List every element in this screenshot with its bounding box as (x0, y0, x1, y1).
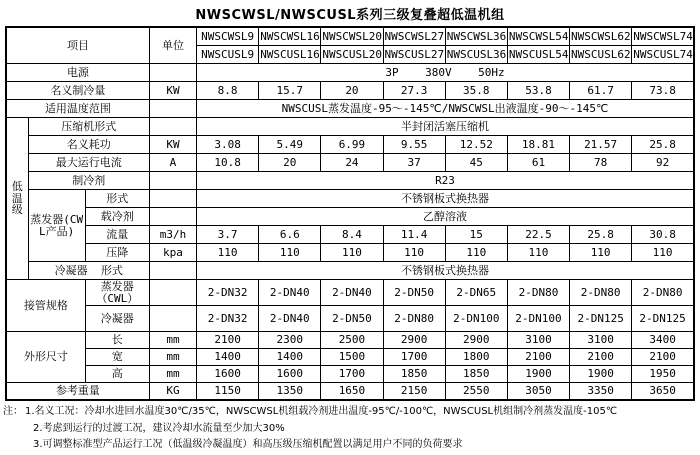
coolant-label: 载冷剂 (85, 208, 149, 226)
value-cell: 2-DN80 (383, 306, 445, 332)
value-cell: 2100 (197, 332, 259, 349)
value-cell: 110 (445, 244, 507, 262)
value-cell: 2100 (570, 349, 632, 366)
footnote-1: 1.名义工况：冷却水进回水温度30℃/35℃，NWSCWSL机组载冷剂进出温度-95℃/-100℃，NWSCUSL机组制冷剂蒸发温度-105℃ (25, 406, 618, 417)
length-label: 长 (85, 332, 149, 349)
value-cell: 110 (632, 244, 694, 262)
unit-cell (149, 190, 196, 208)
value-cell: 53.8 (507, 82, 569, 100)
value-cell: 1650 (321, 383, 383, 401)
value-cell: 1850 (383, 366, 445, 383)
unit-cell: KW (149, 136, 196, 154)
value-cell: 1400 (259, 349, 321, 366)
model-header: NWSCWSL36 (445, 27, 507, 46)
value-cell: 1900 (507, 366, 569, 383)
model-header: NWSCUSL54 (507, 46, 569, 64)
power-label: 电源 (6, 64, 149, 82)
evap-form-row (6, 190, 694, 208)
value-cell: 2300 (259, 332, 321, 349)
model-header: NWSCUSL16 (259, 46, 321, 64)
value-cell: 1950 (632, 366, 694, 383)
page-title: NWSCWSL/NWSCUSL系列三级复叠超低温机组 (195, 8, 505, 23)
value-cell: 73.8 (632, 82, 694, 100)
value-cell: 30.8 (632, 226, 694, 244)
unit-cell: kpa (149, 244, 196, 262)
height-row (6, 366, 694, 383)
model-header: NWSCWSL16 (259, 27, 321, 46)
value-cell: 10.8 (197, 154, 259, 172)
model-header: NWSCUSL27 (383, 46, 445, 64)
cooling-label: 名义制冷量 (6, 82, 149, 100)
refrigerant-label: 制冷剂 (28, 172, 149, 190)
footnote-prefix: 注： (3, 406, 23, 417)
value-cell: 2-DN40 (259, 306, 321, 332)
model-header: NWSCUSL62 (570, 46, 632, 64)
value-cell: 2-DN65 (445, 280, 507, 306)
value-cell: 21.57 (570, 136, 632, 154)
cooling-row (6, 82, 694, 100)
width-row (6, 349, 694, 366)
unit-cell (149, 172, 196, 190)
pipe-cond-label: 冷凝器 (85, 306, 149, 332)
compressor-label: 压缩机形式 (28, 118, 149, 136)
unit-cell: mm (149, 349, 196, 366)
unit-cell (149, 280, 196, 306)
refrigerant-row (6, 172, 694, 190)
value-cell: 1350 (259, 383, 321, 401)
model-header: NWSCWSL62 (570, 27, 632, 46)
value-cell: 18.81 (507, 136, 569, 154)
value-cell: 3400 (632, 332, 694, 349)
value-cell: 20 (259, 154, 321, 172)
value-cell: 1500 (321, 349, 383, 366)
value-cell: 2-DN80 (507, 280, 569, 306)
value-cell: 2100 (507, 349, 569, 366)
footnotes (2, 405, 700, 455)
form-label: 形式 (85, 190, 149, 208)
power-value: 3P 380V 50Hz (197, 64, 694, 82)
refrigerant-value: R23 (197, 172, 694, 190)
value-cell: 2-DN32 (197, 306, 259, 332)
value-cell: 3.7 (197, 226, 259, 244)
temp-range-row (6, 100, 694, 118)
value-cell: 1150 (197, 383, 259, 401)
power-input-row (6, 136, 694, 154)
value-cell: 2-DN125 (632, 306, 694, 332)
unit-cell: mm (149, 366, 196, 383)
model-header: NWSCWSL27 (383, 27, 445, 46)
value-cell: 3050 (507, 383, 569, 401)
weight-label: 参考重量 (6, 383, 149, 401)
unit-cell: KW (149, 82, 196, 100)
value-cell: 110 (507, 244, 569, 262)
value-cell: 110 (321, 244, 383, 262)
page (0, 4, 700, 450)
unit-cell: A (149, 154, 196, 172)
power-input-label: 名义耗功 (28, 136, 149, 154)
value-cell: 78 (570, 154, 632, 172)
value-cell: 37 (383, 154, 445, 172)
pipe-evap-label: 蒸发器（CWL） (85, 280, 149, 306)
value-cell: 2900 (383, 332, 445, 349)
model-header: NWSCUSL9 (197, 46, 259, 64)
height-label: 高 (85, 366, 149, 383)
value-cell: 2150 (383, 383, 445, 401)
unit-cell: KG (149, 383, 196, 401)
value-cell: 15.7 (259, 82, 321, 100)
value-cell: 35.8 (445, 82, 507, 100)
condenser-form-label: 冷凝器 形式 (28, 262, 149, 280)
value-cell: 1700 (321, 366, 383, 383)
model-header: NWSCWSL9 (197, 27, 259, 46)
coolant-row (6, 208, 694, 226)
compressor-value: 半封闭活塞压缩机 (197, 118, 694, 136)
temp-range-label: 适用温度范围 (6, 100, 149, 118)
temp-range-value: NWSCUSL蒸发温度-95～-145℃/NWSCWSL出液温度-90～-145℃ (197, 100, 694, 118)
model-header: NWSCUSL36 (445, 46, 507, 64)
value-cell: 15 (445, 226, 507, 244)
flow-row (6, 226, 694, 244)
header-item: 项目 (6, 27, 149, 64)
value-cell: 110 (383, 244, 445, 262)
model-header: NWSCUSL20 (321, 46, 383, 64)
value-cell: 2-DN100 (507, 306, 569, 332)
unit-cell (149, 100, 196, 118)
value-cell: 22.5 (507, 226, 569, 244)
value-cell: 3.08 (197, 136, 259, 154)
value-cell: 8.4 (321, 226, 383, 244)
pressure-row (6, 244, 694, 262)
footnote-3: 3.可调整标准型产品运行工况（低温级冷凝温度）和高压级压缩机配置以满足用户不同的负荷要求 (33, 439, 463, 450)
value-cell: 2-DN80 (632, 280, 694, 306)
value-cell: 6.6 (259, 226, 321, 244)
value-cell: 25.8 (632, 136, 694, 154)
unit-cell (149, 208, 196, 226)
value-cell: 45 (445, 154, 507, 172)
current-label: 最大运行电流 (28, 154, 149, 172)
value-cell: 110 (197, 244, 259, 262)
value-cell: 3350 (570, 383, 632, 401)
compressor-row (6, 118, 694, 136)
value-cell: 20 (321, 82, 383, 100)
value-cell: 5.49 (259, 136, 321, 154)
condenser-form-value: 不锈钢板式换热器 (197, 262, 694, 280)
value-cell: 2550 (445, 383, 507, 401)
value-cell: 2-DN50 (321, 306, 383, 332)
stage-label: 低温级 (6, 118, 28, 280)
value-cell: 2-DN50 (383, 280, 445, 306)
value-cell: 2900 (445, 332, 507, 349)
footnote-2: 2.考虑到运行的过渡工况，建议冷却水流量至少加大30% (33, 422, 285, 434)
value-cell: 11.4 (383, 226, 445, 244)
evaporator-group-label: 蒸发器(CWL产品) (28, 190, 85, 262)
width-label: 宽 (85, 349, 149, 366)
unit-cell: m3/h (149, 226, 196, 244)
value-cell: 2-DN80 (570, 280, 632, 306)
unit-cell (149, 118, 196, 136)
spec-table (5, 26, 695, 401)
power-row (6, 64, 694, 82)
pipe-evap-row (6, 280, 694, 306)
header-row-1 (6, 27, 694, 46)
value-cell: 9.55 (383, 136, 445, 154)
pipe-cond-row (6, 306, 694, 332)
value-cell: 61.7 (570, 82, 632, 100)
value-cell: 110 (570, 244, 632, 262)
model-header: NWSCWSL74 (632, 27, 694, 46)
pipe-spec-label: 接管规格 (6, 280, 85, 332)
value-cell: 1850 (445, 366, 507, 383)
value-cell: 2-DN40 (321, 280, 383, 306)
value-cell: 3100 (507, 332, 569, 349)
value-cell: 1900 (570, 366, 632, 383)
value-cell: 1600 (197, 366, 259, 383)
value-cell: 2-DN40 (259, 280, 321, 306)
value-cell: 2-DN32 (197, 280, 259, 306)
value-cell: 8.8 (197, 82, 259, 100)
pressure-label: 压降 (85, 244, 149, 262)
value-cell: 1400 (197, 349, 259, 366)
unit-cell: mm (149, 332, 196, 349)
value-cell: 61 (507, 154, 569, 172)
flow-label: 流量 (85, 226, 149, 244)
value-cell: 12.52 (445, 136, 507, 154)
value-cell: 2-DN100 (445, 306, 507, 332)
model-header: NWSCWSL20 (321, 27, 383, 46)
length-row (6, 332, 694, 349)
value-cell: 92 (632, 154, 694, 172)
value-cell: 6.99 (321, 136, 383, 154)
unit-cell (149, 64, 196, 82)
header-unit: 单位 (149, 27, 196, 64)
value-cell: 3100 (570, 332, 632, 349)
value-cell: 2100 (632, 349, 694, 366)
unit-cell (149, 262, 196, 280)
value-cell: 25.8 (570, 226, 632, 244)
evap-form-value: 不锈钢板式换热器 (197, 190, 694, 208)
unit-cell (149, 306, 196, 332)
model-header: NWSCUSL74 (632, 46, 694, 64)
value-cell: 1800 (445, 349, 507, 366)
model-header: NWSCWSL54 (507, 27, 569, 46)
value-cell: 3650 (632, 383, 694, 401)
value-cell: 110 (259, 244, 321, 262)
value-cell: 27.3 (383, 82, 445, 100)
coolant-value: 乙醇溶液 (197, 208, 694, 226)
dimensions-label: 外形尺寸 (6, 332, 85, 383)
current-row (6, 154, 694, 172)
value-cell: 1700 (383, 349, 445, 366)
value-cell: 1600 (259, 366, 321, 383)
value-cell: 2-DN125 (570, 306, 632, 332)
weight-row (6, 383, 694, 401)
condenser-form-row (6, 262, 694, 280)
value-cell: 2500 (321, 332, 383, 349)
value-cell: 24 (321, 154, 383, 172)
